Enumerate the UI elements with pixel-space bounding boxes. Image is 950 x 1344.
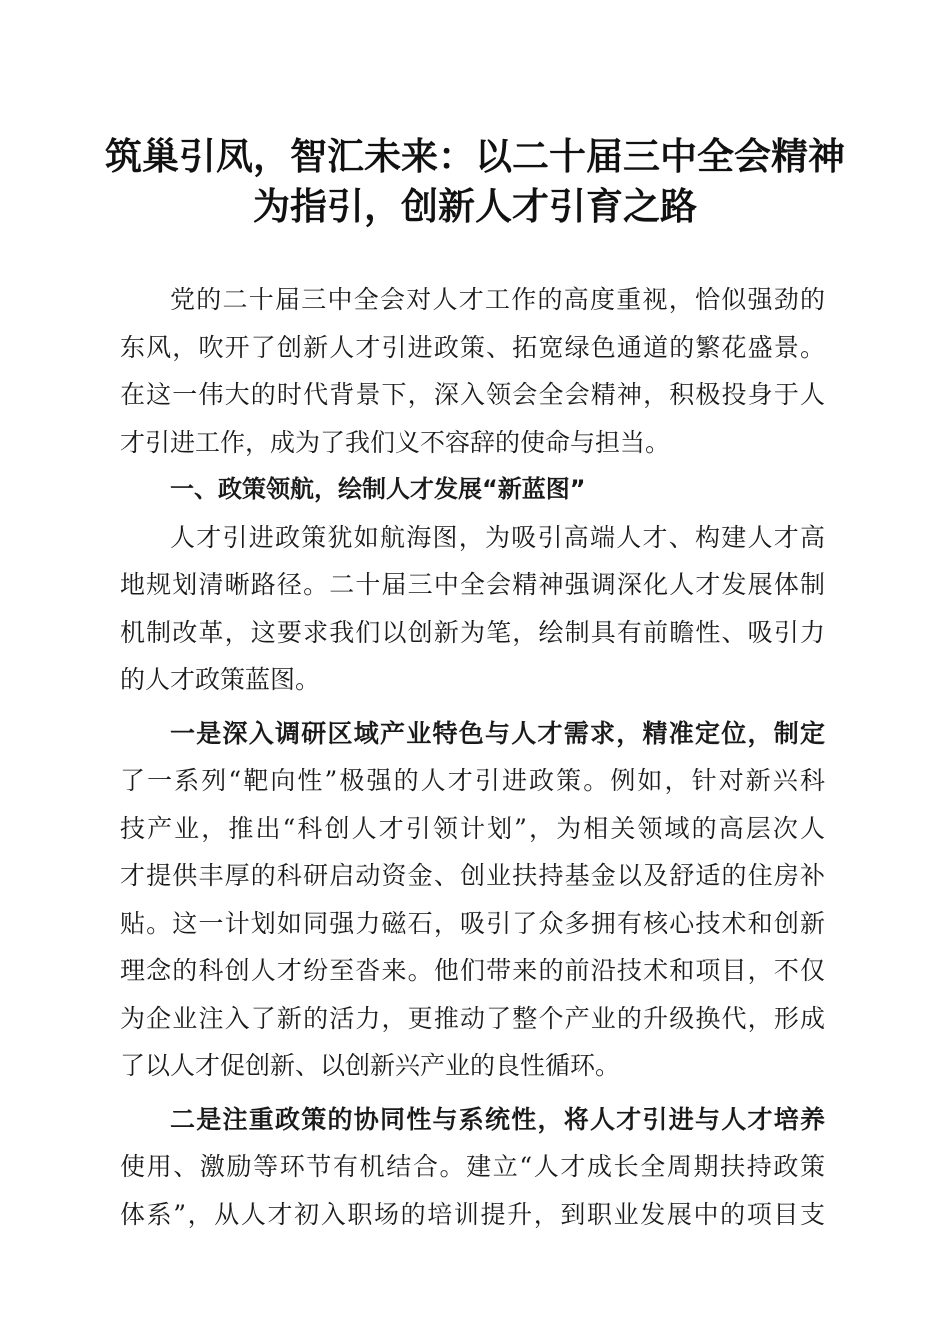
text-line: 的人才政策蓝图。: [120, 665, 321, 694]
text-line: 技产业，推出“科创人才引领计划”，为相关领域的高层次人: [120, 813, 825, 843]
text-line: 东风，吹开了创新人才引进政策、拓宽绿色通道的繁花盛景。: [120, 332, 825, 362]
document-body: [120, 276, 825, 1238]
section-heading: 一、政策领航，绘制人才发展“新蓝图”: [170, 475, 586, 503]
text-line: 了以人才促创新、以创新兴产业的良性循环。: [120, 1051, 621, 1080]
text-line: 理念的科创人才纷至沓来。他们带来的前沿技术和项目，不仅: [120, 956, 825, 985]
text-line: 贴。这一计划如同强力磁石，吸引了众多拥有核心技术和创新: [120, 908, 825, 938]
paragraph-policy: [120, 514, 825, 704]
paragraph-point-two: [120, 1096, 825, 1239]
title-line-1: 筑巢引凤，智汇未来：以二十届三中全会精神: [105, 135, 845, 178]
text-line: 地规划清晰路径。二十届三中全会精神强调深化人才发展体制: [120, 570, 825, 599]
paragraph-intro: [120, 276, 825, 466]
text-line: 为企业注入了新的活力，更推动了整个产业的升级换代，形成: [120, 1003, 825, 1033]
text-line: 才提供丰厚的科研启动资金、创业扶持基金以及舒适的住房补: [120, 861, 825, 890]
text-line: 二是注重政策的协同性与系统性，将人才引进与人才培养: [170, 1104, 825, 1134]
text-line: 体系”，从人才初入职场的培训提升，到职业发展中的项目支: [120, 1199, 825, 1229]
text-line: 机制改革，这要求我们以创新为笔，绘制具有前瞻性、吸引力: [120, 617, 825, 647]
document-title: [100, 132, 850, 232]
text-line: 使用、激励等环节有机结合。建立“人才成长全周期扶持政策: [120, 1152, 825, 1181]
text-line: 了一系列“靶向性”极强的人才引进政策。例如，针对新兴科: [120, 766, 825, 795]
text-line: 党的二十届三中全会对人才工作的高度重视，恰似强劲的: [170, 285, 825, 314]
text-line: 在这一伟大的时代背景下，深入领会全会精神，积极投身于人: [120, 380, 825, 409]
title-line-2: 为指引，创新人才引育之路: [253, 185, 697, 228]
text-line: 一是深入调研区域产业特色与人才需求，精准定位，制定: [170, 718, 825, 748]
paragraph-point-one: [120, 710, 825, 1090]
text-line: 才引进工作，成为了我们义不容辞的使命与担当。: [120, 427, 671, 457]
text-line: 人才引进政策犹如航海图，为吸引高端人才、构建人才高: [170, 522, 825, 552]
